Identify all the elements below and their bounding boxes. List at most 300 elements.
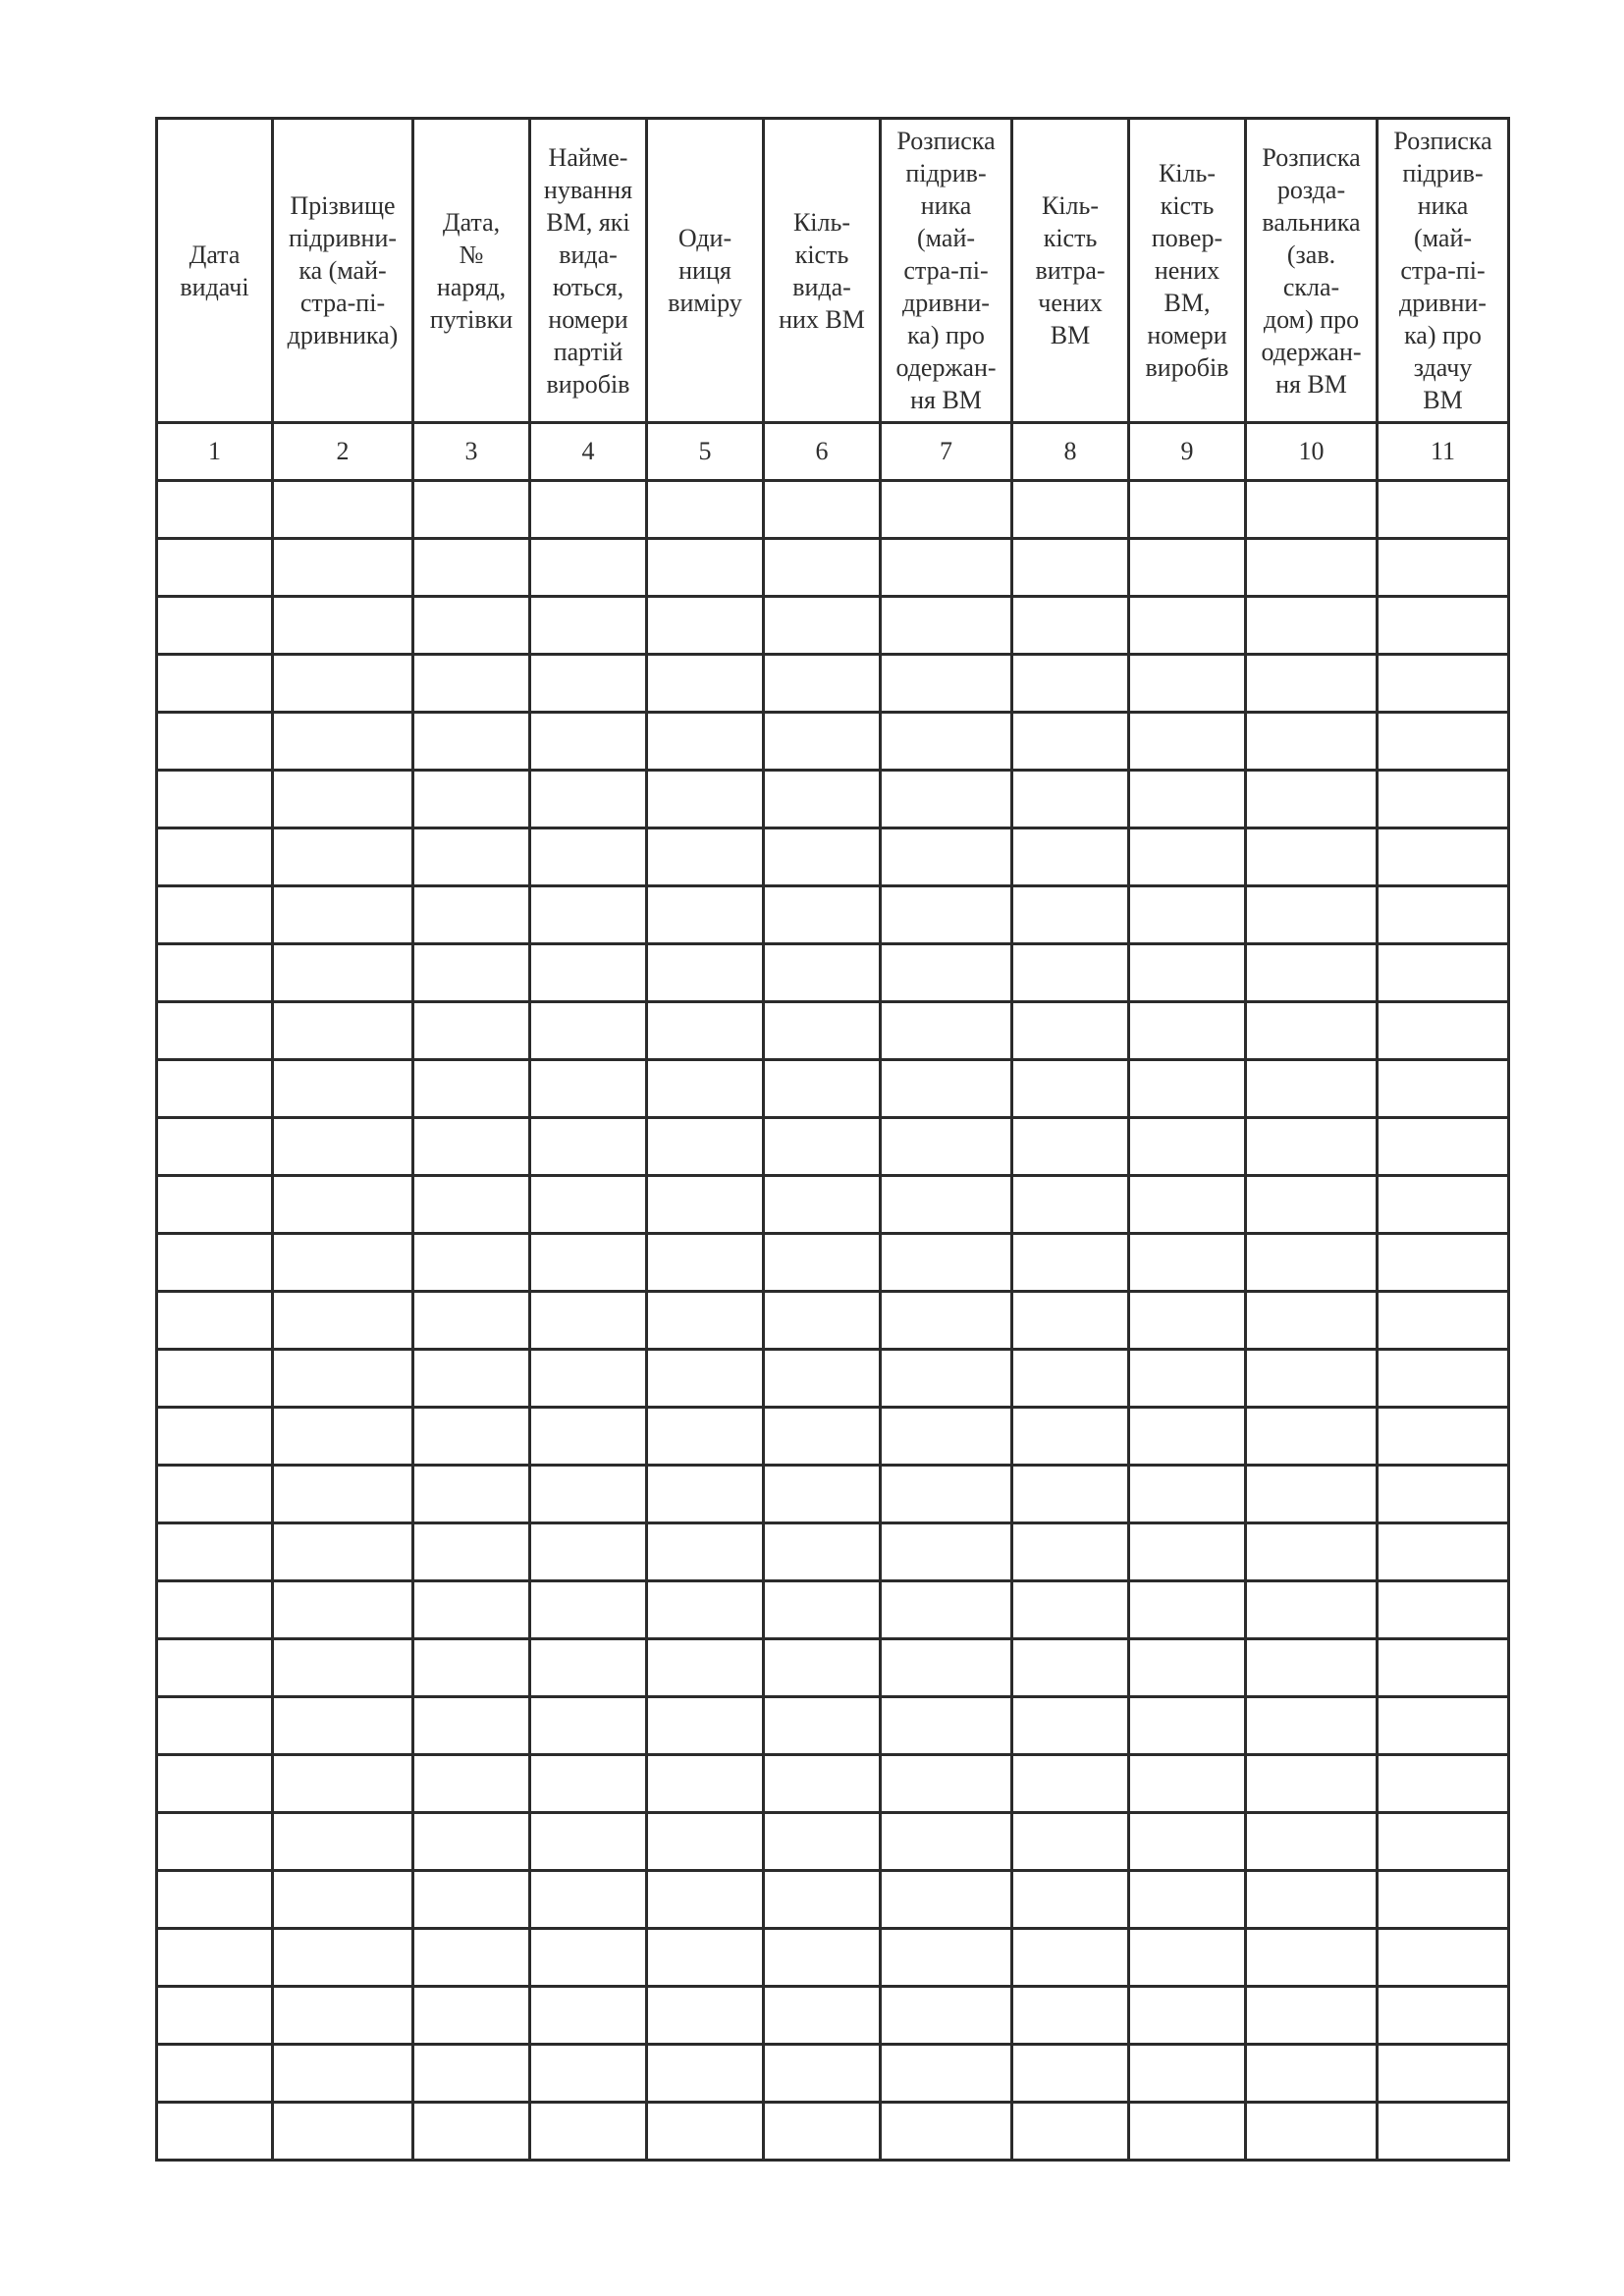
header-row <box>157 119 1509 423</box>
table-cell <box>273 1639 413 1697</box>
table-cell <box>530 1987 647 2045</box>
table-cell <box>1378 713 1509 771</box>
table-cell <box>1012 597 1129 655</box>
table-cell <box>157 1234 273 1292</box>
table-cell <box>530 713 647 771</box>
table-cell <box>881 828 1012 886</box>
table-cell <box>1129 597 1246 655</box>
table-cell <box>1246 1871 1378 1929</box>
table-cell <box>1129 481 1246 539</box>
table-cell <box>1012 1581 1129 1639</box>
table-cell <box>1129 1002 1246 1060</box>
table-cell <box>1012 828 1129 886</box>
table-cell <box>881 1408 1012 1466</box>
column-number: 4 <box>530 423 647 481</box>
table-cell <box>647 1871 764 1929</box>
table-row <box>157 2045 1509 2103</box>
table-cell <box>764 597 881 655</box>
table-cell <box>530 1118 647 1176</box>
table-cell <box>764 771 881 828</box>
table-cell <box>530 1350 647 1408</box>
column-number-row <box>157 423 1509 481</box>
table-cell <box>881 655 1012 713</box>
table-cell <box>1129 655 1246 713</box>
table-row <box>157 1813 1509 1871</box>
table-cell <box>413 2103 530 2161</box>
table-cell <box>1378 2045 1509 2103</box>
table-cell <box>1378 1234 1509 1292</box>
table-cell <box>1012 2045 1129 2103</box>
table-row <box>157 1176 1509 1234</box>
table-cell <box>1012 771 1129 828</box>
table-cell <box>647 1929 764 1987</box>
table-cell <box>157 2103 273 2161</box>
table-cell <box>1378 539 1509 597</box>
table-cell <box>1012 1466 1129 1523</box>
table-cell <box>881 1929 1012 1987</box>
table-cell <box>764 655 881 713</box>
header-label: Розписка підрив- ника (май- стра-пі- дривни- ка) про одержан- ня ВМ <box>895 127 997 414</box>
table-row <box>157 1871 1509 1929</box>
table-cell <box>881 1523 1012 1581</box>
table-cell <box>273 1581 413 1639</box>
table-cell <box>764 539 881 597</box>
table-cell <box>647 886 764 944</box>
header-label: Розписка розда- вальника (зав. скла- дом) про одержан- ня ВМ <box>1261 142 1362 399</box>
table-cell <box>1378 1581 1509 1639</box>
table-cell <box>764 1987 881 2045</box>
table-cell <box>881 539 1012 597</box>
table-cell <box>413 713 530 771</box>
table-cell <box>1246 713 1378 771</box>
table-cell <box>1246 1060 1378 1118</box>
table-cell <box>647 1350 764 1408</box>
table-cell <box>764 1234 881 1292</box>
table-cell <box>413 1060 530 1118</box>
table-cell <box>764 2045 881 2103</box>
column-number: 2 <box>273 423 413 481</box>
table-cell <box>1012 1234 1129 1292</box>
table-cell <box>647 1234 764 1292</box>
table-cell <box>1378 944 1509 1002</box>
table-cell <box>273 539 413 597</box>
column-number: 6 <box>764 423 881 481</box>
table-cell <box>881 1292 1012 1350</box>
table-cell <box>530 1871 647 1929</box>
header-label: Кіль- кість повер- нених ВМ, номери виробів <box>1145 159 1229 382</box>
table-cell <box>1378 1118 1509 1176</box>
table-cell <box>273 1292 413 1350</box>
table-cell <box>1246 886 1378 944</box>
table-cell <box>157 1871 273 1929</box>
table-cell <box>530 828 647 886</box>
table-cell <box>273 771 413 828</box>
table-cell <box>1012 1002 1129 1060</box>
column-number: 3 <box>413 423 530 481</box>
table-cell <box>1012 1987 1129 2045</box>
table-cell <box>647 1292 764 1350</box>
table-cell <box>647 597 764 655</box>
header-label: Кіль- кість вида- них ВМ <box>779 207 865 334</box>
table-cell <box>157 886 273 944</box>
table-cell <box>530 1234 647 1292</box>
table-cell <box>881 1060 1012 1118</box>
table-cell <box>157 1350 273 1408</box>
table-cell <box>157 1987 273 2045</box>
table-cell <box>1129 1929 1246 1987</box>
table-cell <box>1246 1697 1378 1755</box>
table-cell <box>1246 828 1378 886</box>
header-label: Найме- нування ВМ, які вида- ються, номери партій виробів <box>543 142 633 399</box>
table-row <box>157 1350 1509 1408</box>
table-row <box>157 1292 1509 1350</box>
table-cell <box>647 1466 764 1523</box>
table-cell <box>881 1987 1012 2045</box>
table-cell <box>273 1118 413 1176</box>
table-cell <box>764 1118 881 1176</box>
table-cell <box>647 1002 764 1060</box>
table-cell <box>1246 2103 1378 2161</box>
table-cell <box>647 1755 764 1813</box>
table-cell <box>1129 539 1246 597</box>
table-cell <box>881 1350 1012 1408</box>
table-cell <box>413 2045 530 2103</box>
table-cell <box>273 2103 413 2161</box>
table-cell <box>273 1234 413 1292</box>
table-cell <box>157 1697 273 1755</box>
table-cell <box>647 1408 764 1466</box>
table-cell <box>764 944 881 1002</box>
table-row <box>157 1523 1509 1581</box>
table-cell <box>413 1408 530 1466</box>
table-cell <box>413 597 530 655</box>
table-row <box>157 481 1509 539</box>
table-cell <box>1129 1350 1246 1408</box>
table-cell <box>764 1408 881 1466</box>
table-cell <box>530 1002 647 1060</box>
table-cell <box>413 1755 530 1813</box>
table-cell <box>157 1002 273 1060</box>
header-cell-receipt-signature <box>881 119 1012 423</box>
table-cell <box>273 481 413 539</box>
table-cell <box>1378 2103 1509 2161</box>
table-cell <box>1012 1639 1129 1697</box>
table-cell <box>764 828 881 886</box>
table-cell <box>273 886 413 944</box>
table-cell <box>530 1408 647 1466</box>
table-cell <box>413 1002 530 1060</box>
table-cell <box>413 1176 530 1234</box>
table-cell <box>157 944 273 1002</box>
table-cell <box>157 1581 273 1639</box>
table-cell <box>157 1639 273 1697</box>
table-cell <box>647 1581 764 1639</box>
table-cell <box>1012 1350 1129 1408</box>
table-cell <box>1246 1408 1378 1466</box>
table-cell <box>881 481 1012 539</box>
table-cell <box>1129 1987 1246 2045</box>
table-row <box>157 944 1509 1002</box>
table-cell <box>1246 655 1378 713</box>
table-cell <box>764 1002 881 1060</box>
table-cell <box>530 1755 647 1813</box>
header-label: Дата видачі <box>180 240 249 301</box>
table-cell <box>1129 886 1246 944</box>
table-cell <box>647 771 764 828</box>
table-cell <box>1378 1292 1509 1350</box>
table-cell <box>1378 1871 1509 1929</box>
table-cell <box>273 1060 413 1118</box>
header-cell-issued-quantity <box>764 119 881 423</box>
table-cell <box>1378 1755 1509 1813</box>
table-cell <box>273 1350 413 1408</box>
table-cell <box>1378 1176 1509 1234</box>
table-cell <box>881 944 1012 1002</box>
table-cell <box>1246 1176 1378 1234</box>
table-cell <box>1129 944 1246 1002</box>
table-cell <box>1012 481 1129 539</box>
table-cell <box>764 1292 881 1350</box>
table-cell <box>881 1581 1012 1639</box>
table-cell <box>1378 655 1509 713</box>
table-cell <box>273 1755 413 1813</box>
table-cell <box>157 1176 273 1234</box>
table-cell <box>413 1639 530 1697</box>
table-cell <box>1246 1581 1378 1639</box>
table-cell <box>881 771 1012 828</box>
table-cell <box>413 828 530 886</box>
table-cell <box>647 944 764 1002</box>
table-cell <box>530 771 647 828</box>
table-cell <box>157 597 273 655</box>
table-cell <box>1246 1755 1378 1813</box>
table-cell <box>764 1929 881 1987</box>
table-row <box>157 1466 1509 1523</box>
table-cell <box>157 655 273 713</box>
table-cell <box>764 481 881 539</box>
header-label: Кіль- кість витра- чених ВМ <box>1035 191 1106 349</box>
table-cell <box>764 1813 881 1871</box>
table-cell <box>273 1523 413 1581</box>
table-row <box>157 886 1509 944</box>
table-cell <box>1129 1813 1246 1871</box>
table-cell <box>273 2045 413 2103</box>
table-cell <box>764 713 881 771</box>
table-cell <box>1378 1002 1509 1060</box>
table-cell <box>530 886 647 944</box>
table-cell <box>881 713 1012 771</box>
table-cell <box>413 655 530 713</box>
table-cell <box>1378 1523 1509 1581</box>
table-cell <box>530 2045 647 2103</box>
table-cell <box>1129 1292 1246 1350</box>
table-cell <box>881 1002 1012 1060</box>
table-cell <box>273 1813 413 1871</box>
table-cell <box>1246 1523 1378 1581</box>
table-cell <box>530 2103 647 2161</box>
table-cell <box>1012 1176 1129 1234</box>
header-label: Розписка підрив- ника (май- стра-пі- дривни- ка) про здачу ВМ <box>1393 127 1492 414</box>
table-cell <box>1246 771 1378 828</box>
table-cell <box>1012 1292 1129 1350</box>
table-cell <box>764 1176 881 1234</box>
table-cell <box>273 1466 413 1523</box>
table-cell <box>1246 1350 1378 1408</box>
table-cell <box>881 2045 1012 2103</box>
table-cell <box>881 597 1012 655</box>
table-cell <box>273 1408 413 1466</box>
column-number: 9 <box>1129 423 1246 481</box>
table-cell <box>764 1581 881 1639</box>
table-row <box>157 1581 1509 1639</box>
table-row <box>157 713 1509 771</box>
table-cell <box>647 1118 764 1176</box>
table-cell <box>273 1002 413 1060</box>
table-cell <box>413 771 530 828</box>
table-cell <box>764 1697 881 1755</box>
column-number: 1 <box>157 423 273 481</box>
table-cell <box>881 1813 1012 1871</box>
header-cell-blaster-name <box>273 119 413 423</box>
table-cell <box>413 1350 530 1408</box>
table-cell <box>273 655 413 713</box>
header-cell-explosive-name <box>530 119 647 423</box>
table-cell <box>881 1176 1012 1234</box>
header-label: Прізвище підривни- ка (май- стра-пі- дривника) <box>287 191 399 349</box>
table-cell <box>273 1987 413 2045</box>
table-cell <box>647 828 764 886</box>
table-cell <box>1378 1060 1509 1118</box>
table-cell <box>647 1639 764 1697</box>
table-cell <box>413 1987 530 2045</box>
header-label: Оди- ниця виміру <box>668 224 742 317</box>
table-cell <box>530 1466 647 1523</box>
table-cell <box>413 1697 530 1755</box>
table-cell <box>764 1639 881 1697</box>
table-cell <box>1378 886 1509 944</box>
table-cell <box>413 1234 530 1292</box>
table-cell <box>273 713 413 771</box>
table-cell <box>764 1350 881 1408</box>
table-cell <box>273 944 413 1002</box>
table-cell <box>647 1813 764 1871</box>
header-cell-order-date-number <box>413 119 530 423</box>
table-cell <box>764 1060 881 1118</box>
table-cell <box>157 1813 273 1871</box>
table-cell <box>1012 944 1129 1002</box>
table-cell <box>1012 1118 1129 1176</box>
table-cell <box>530 1523 647 1581</box>
table-row <box>157 539 1509 597</box>
table-cell <box>1012 1060 1129 1118</box>
table-cell <box>881 1234 1012 1292</box>
table-cell <box>1012 1755 1129 1813</box>
table-cell <box>1246 597 1378 655</box>
table-cell <box>647 655 764 713</box>
table-cell <box>1129 1234 1246 1292</box>
table-cell <box>1246 1234 1378 1292</box>
table-cell <box>157 1466 273 1523</box>
table-cell <box>1246 1639 1378 1697</box>
table-cell <box>1246 481 1378 539</box>
table-cell <box>273 828 413 886</box>
table-cell <box>1378 1408 1509 1466</box>
table-cell <box>413 1929 530 1987</box>
table-cell <box>881 1755 1012 1813</box>
table-cell <box>1246 1002 1378 1060</box>
table-row <box>157 1929 1509 1987</box>
table-cell <box>647 1176 764 1234</box>
table-cell <box>157 2045 273 2103</box>
table-cell <box>157 713 273 771</box>
table-cell <box>1378 481 1509 539</box>
header-cell-used-quantity <box>1012 119 1129 423</box>
table-cell <box>1129 828 1246 886</box>
table-cell <box>530 1060 647 1118</box>
table-cell <box>1012 886 1129 944</box>
table-cell <box>157 1408 273 1466</box>
table-cell <box>881 1466 1012 1523</box>
table-cell <box>413 1292 530 1350</box>
table-row <box>157 828 1509 886</box>
table-cell <box>764 1755 881 1813</box>
table-cell <box>1012 539 1129 597</box>
table-cell <box>1378 1697 1509 1755</box>
table-cell <box>1012 1871 1129 1929</box>
table-cell <box>1012 1929 1129 1987</box>
table-cell <box>530 539 647 597</box>
table-row <box>157 1697 1509 1755</box>
table-cell <box>1378 1466 1509 1523</box>
table-row <box>157 1234 1509 1292</box>
table-cell <box>1246 1929 1378 1987</box>
table-cell <box>413 539 530 597</box>
table-cell <box>1378 1639 1509 1697</box>
explosives-issue-ledger-table <box>155 117 1510 2162</box>
header-label: Дата, № наряд, путівки <box>429 207 514 334</box>
column-number: 10 <box>1246 423 1378 481</box>
table-cell <box>413 1118 530 1176</box>
table-row <box>157 1639 1509 1697</box>
table-row <box>157 1755 1509 1813</box>
table-cell <box>413 1523 530 1581</box>
table-cell <box>157 771 273 828</box>
table-cell <box>647 713 764 771</box>
table-cell <box>647 1523 764 1581</box>
table-cell <box>157 481 273 539</box>
table-cell <box>273 1929 413 1987</box>
table-cell <box>1012 713 1129 771</box>
table-cell <box>1129 713 1246 771</box>
table-cell <box>530 597 647 655</box>
table-cell <box>530 1929 647 1987</box>
table-cell <box>1012 1697 1129 1755</box>
table-cell <box>530 1639 647 1697</box>
table-cell <box>1129 1466 1246 1523</box>
table-cell <box>1129 1118 1246 1176</box>
table-cell <box>530 1292 647 1350</box>
table-cell <box>1246 1987 1378 2045</box>
table-cell <box>1129 1755 1246 1813</box>
table-cell <box>530 481 647 539</box>
table-cell <box>1246 1813 1378 1871</box>
table-cell <box>1246 539 1378 597</box>
table-cell <box>881 1639 1012 1697</box>
table-cell <box>273 597 413 655</box>
table-cell <box>1129 1697 1246 1755</box>
table-cell <box>1378 597 1509 655</box>
header-cell-unit <box>647 119 764 423</box>
